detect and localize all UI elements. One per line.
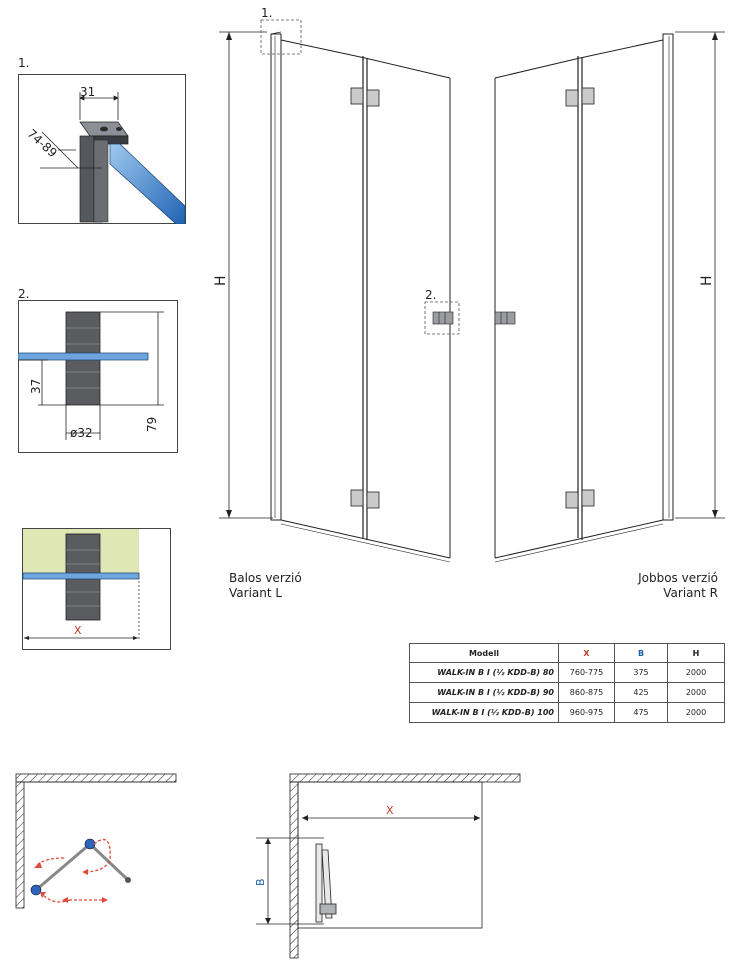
row-h: 2000 [668, 663, 725, 683]
detail-1-depth-dim: 74-89 [24, 126, 60, 161]
callout-1: 1. [261, 6, 273, 20]
callout-2: 2. [425, 288, 437, 302]
height-label-left: H [213, 275, 229, 286]
row-h: 2000 [668, 703, 725, 723]
height-label-right: H [699, 275, 715, 286]
row-b: 425 [615, 683, 668, 703]
detail-2-number: 2. [18, 287, 30, 301]
col-modell: Modell [410, 644, 559, 663]
plan-b-label: B [254, 878, 267, 886]
detail-1-number: 1. [18, 56, 30, 70]
detail-1-drawing [18, 74, 186, 224]
row-b: 375 [615, 663, 668, 683]
row-x: 860-875 [559, 683, 615, 703]
folding-plan [14, 772, 178, 918]
table-row [410, 683, 725, 703]
variant-left-en: Variant L [229, 586, 283, 600]
variant-left-caption [229, 571, 302, 601]
row-x: 760-775 [559, 663, 615, 683]
variant-left-hu: Balos verzió [229, 571, 302, 585]
spec-table-header [410, 644, 725, 663]
row-model: WALK-IN B I (½ KDD-B) 80 [410, 663, 559, 683]
row-model: WALK-IN B I (½ KDD-B) 100 [410, 703, 559, 723]
row-b: 475 [615, 703, 668, 723]
table-row [410, 703, 725, 723]
detail-2-37-dim: 37 [29, 378, 43, 394]
detail-2-drawing [18, 300, 178, 453]
detail-2-79-dim: 79 [145, 416, 159, 432]
left-door [271, 32, 450, 562]
right-door-hinges [566, 88, 594, 508]
variant-right-hu: Jobbos verzió [638, 571, 718, 585]
detail-2-diameter-dim: ø32 [70, 426, 93, 440]
variant-right-en: Variant R [663, 586, 718, 600]
installation-plan [250, 772, 522, 960]
col-b: B [615, 644, 668, 663]
row-h: 2000 [668, 683, 725, 703]
right-door-knob [495, 312, 515, 324]
left-door-hinges [351, 88, 379, 508]
row-model: WALK-IN B I (½ KDD-B) 90 [410, 683, 559, 703]
movement-arrows [36, 840, 110, 902]
folded-door-plan [316, 844, 336, 922]
detail-3-drawing [22, 528, 171, 650]
folding-door-plan [31, 839, 131, 895]
spec-table [409, 643, 725, 723]
door-elevation [205, 0, 735, 570]
table-row [410, 663, 725, 683]
left-door-knob [433, 312, 453, 324]
detail-1-width-dim: 31 [80, 85, 96, 99]
row-x: 960-975 [559, 703, 615, 723]
col-x: X [559, 644, 615, 663]
plan-x-label: X [386, 804, 394, 817]
variant-right-caption [638, 571, 718, 601]
col-h: H [668, 644, 725, 663]
right-door [495, 34, 673, 562]
detail-3-x-dim: X [74, 624, 82, 637]
